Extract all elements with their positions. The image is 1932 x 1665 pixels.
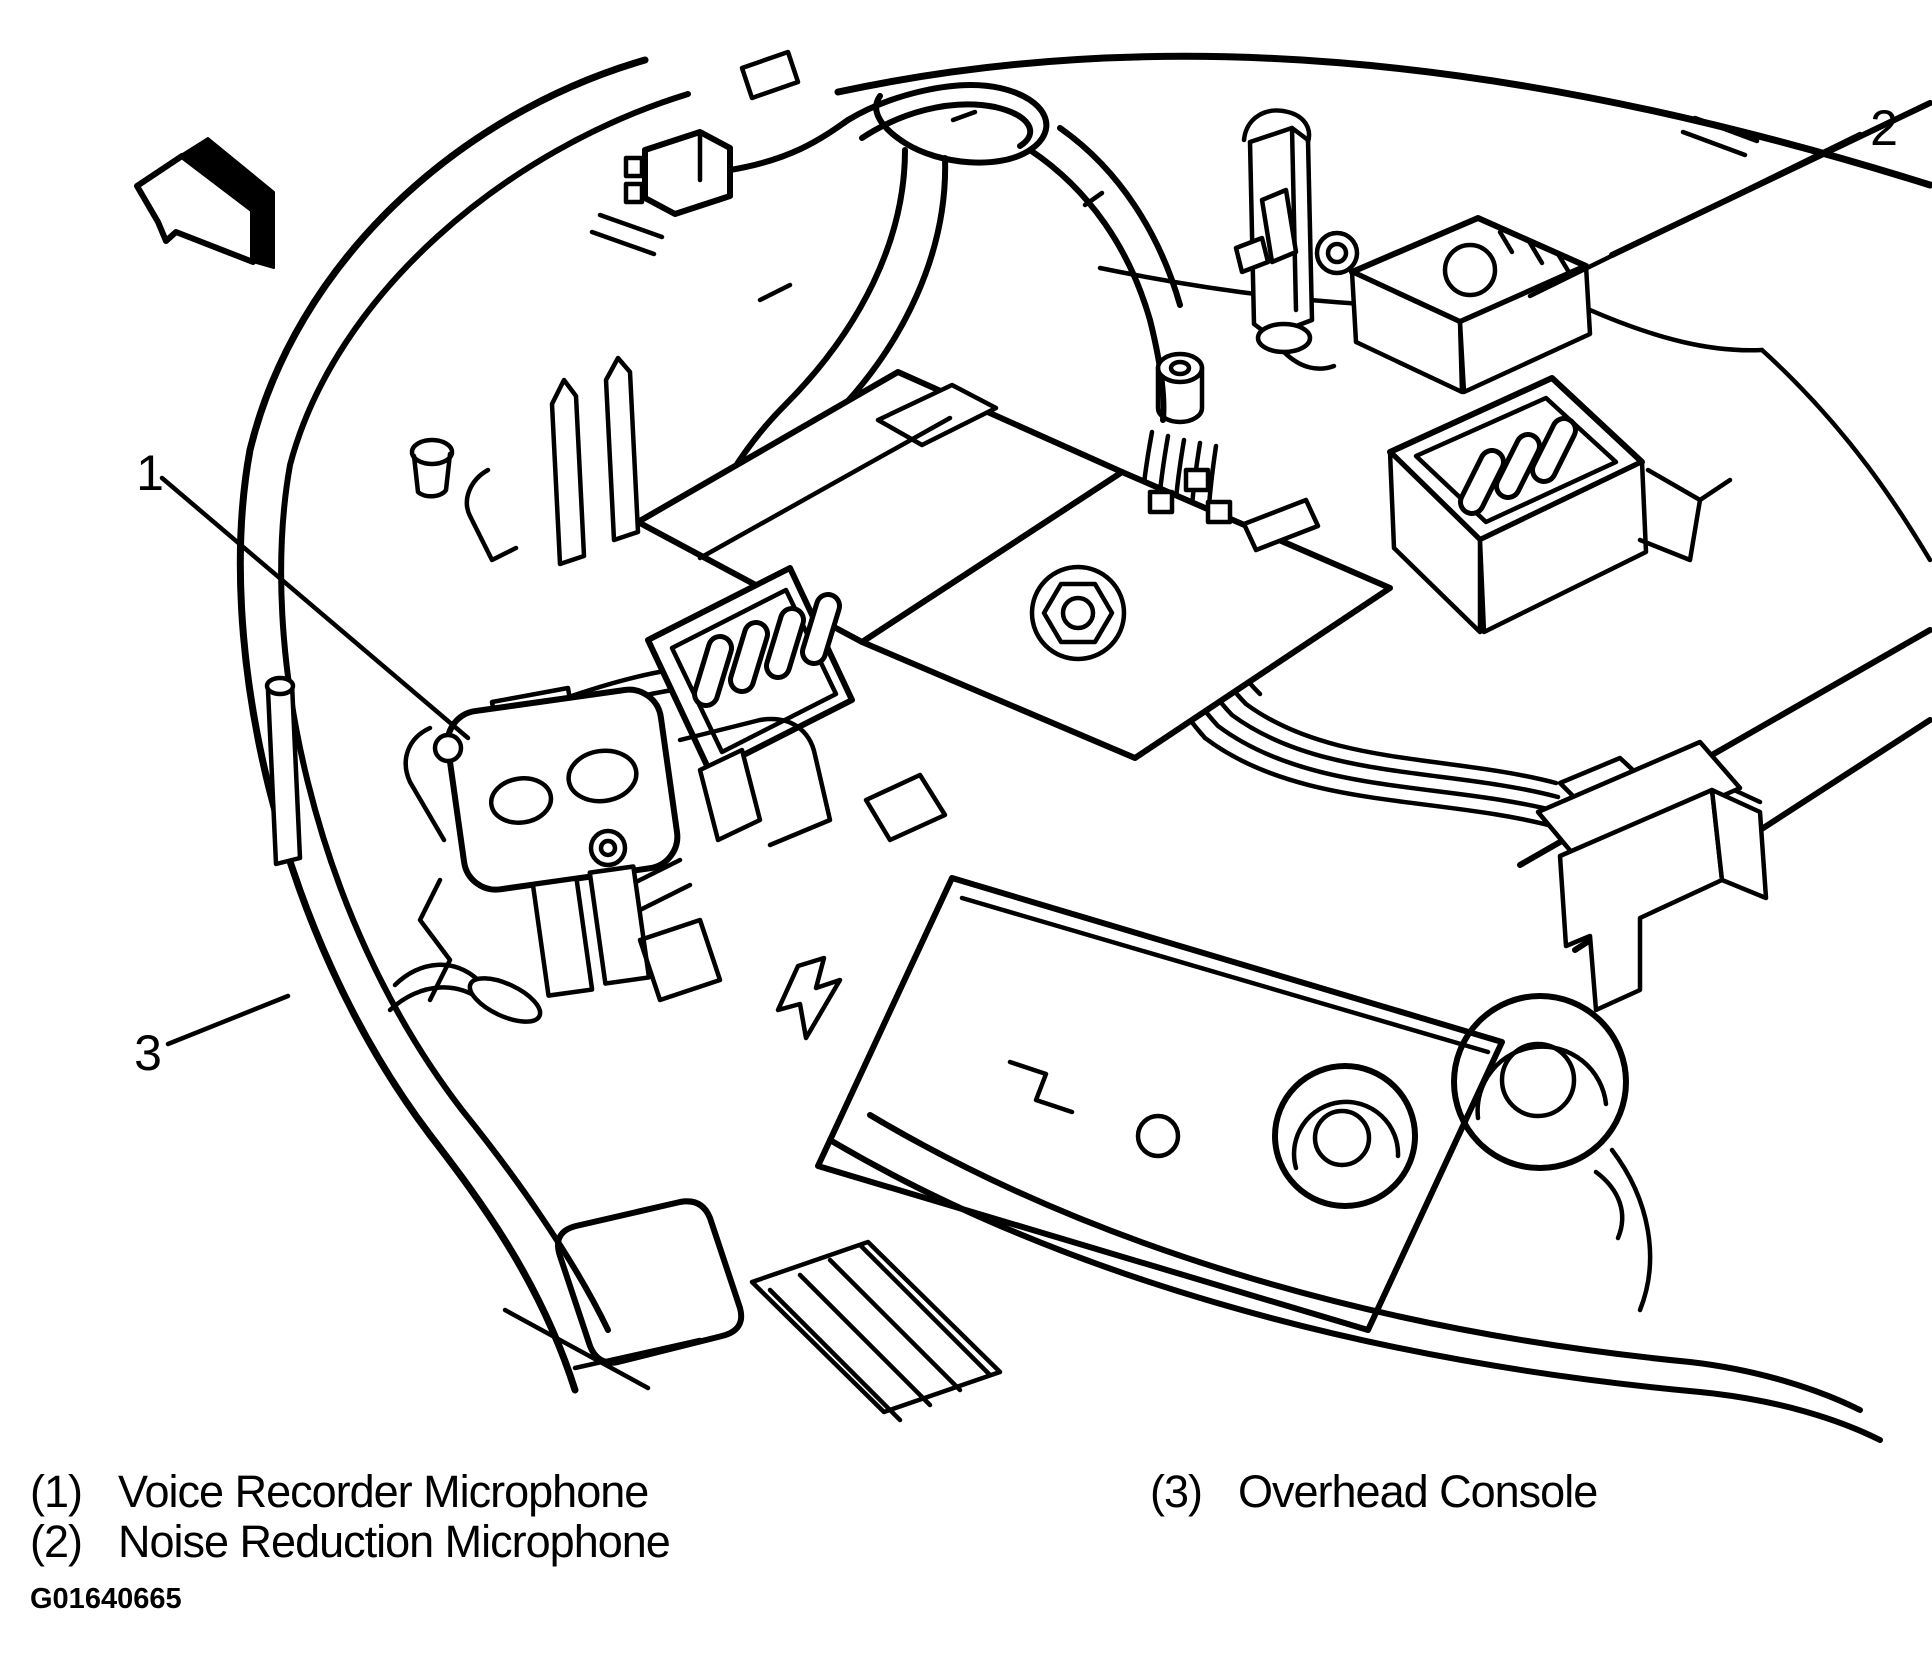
direction-arrow-icon: [137, 138, 274, 268]
hatched-clip: [752, 1242, 1000, 1420]
legend-label: Voice Recorder Microphone: [118, 1466, 649, 1517]
map-lamp-opening: [505, 1201, 741, 1388]
noise-reduction-microphone: [1317, 218, 1730, 632]
legend-number: (3): [1150, 1466, 1202, 1517]
legend-item-2: [30, 1516, 670, 1568]
callout-3-number: 3: [134, 1025, 162, 1081]
figure-code: G01640665: [30, 1583, 182, 1615]
center-connector: [648, 568, 852, 840]
legend-label: Noise Reduction Microphone: [118, 1516, 670, 1567]
bracket-column: [1158, 110, 1334, 422]
callout-3-leader: [168, 996, 288, 1044]
callout-2-leader: [1530, 134, 1860, 296]
harness-connector: [1538, 742, 1766, 1010]
legend-item-1: [30, 1466, 648, 1518]
callout-2-number: 2: [1870, 100, 1898, 156]
legend-number: (1): [30, 1466, 82, 1517]
legend-label: Overhead Console: [1238, 1466, 1598, 1517]
legend-number: (2): [30, 1516, 82, 1567]
callout-1-leader: [162, 478, 468, 738]
legend-item-3: [1150, 1466, 1597, 1518]
callout-1-number: 1: [136, 445, 164, 501]
